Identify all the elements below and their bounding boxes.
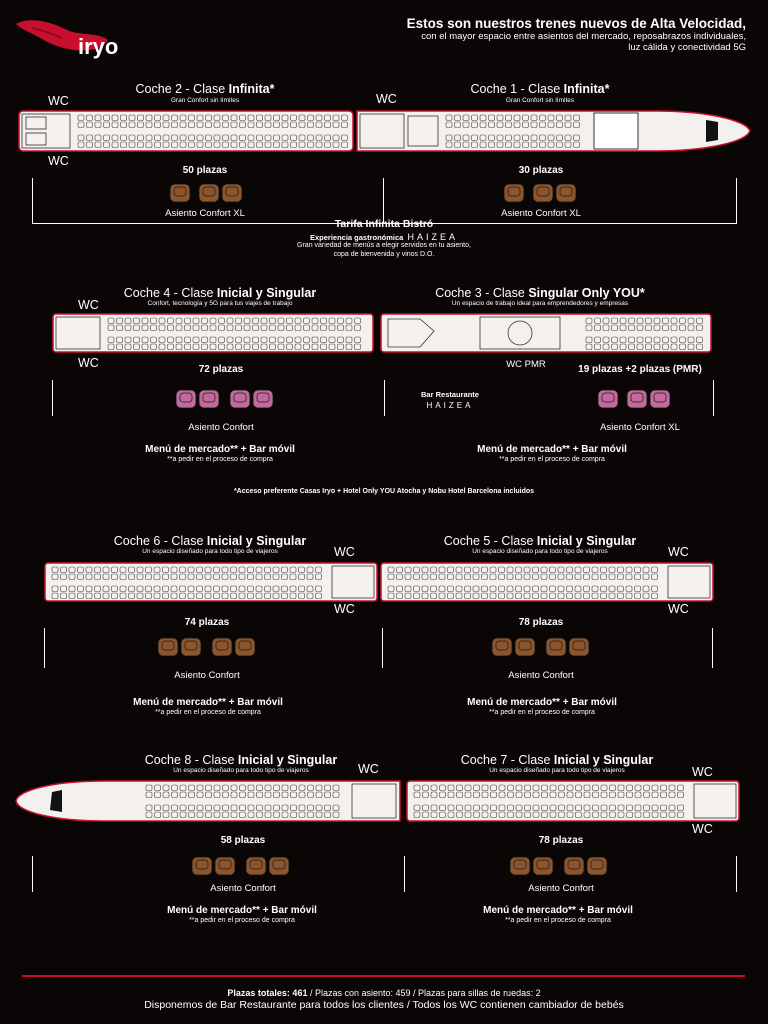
bistro-experience: Experiencia gastronómica HAIZEA bbox=[309, 232, 459, 242]
header-title: Estos son nuestros trenes nuevos de Alta Velocidad, bbox=[406, 16, 746, 31]
armchair-icon bbox=[546, 638, 566, 656]
iryo-logo bbox=[12, 14, 119, 64]
wc-label: WC bbox=[358, 762, 379, 776]
car-6-title: Coche 6 - Clase Inicial y Singular bbox=[113, 534, 307, 548]
header-line2: luz cálida y conectividad 5G bbox=[628, 42, 746, 53]
armchair-icon bbox=[504, 184, 524, 202]
armchair-icon bbox=[587, 857, 607, 875]
divider bbox=[713, 380, 714, 416]
armchair-icon bbox=[176, 390, 196, 408]
car-1-title: Coche 1 - Clase Infinita* bbox=[470, 82, 610, 96]
car-3-menu: Menú de mercado** + Bar móvil bbox=[477, 444, 627, 455]
armchair-icon bbox=[222, 184, 242, 202]
car-2-seat-type: Asiento Confort XL bbox=[165, 208, 245, 219]
car-1-diagram bbox=[356, 108, 752, 159]
armchair-icon bbox=[492, 638, 512, 656]
armchair-icon bbox=[598, 390, 618, 408]
bar-restaurante-label: Bar Restaurante bbox=[421, 390, 479, 399]
car-4-subtitle: Confort, tecnología y 5G para tus viajes de trabajo bbox=[147, 300, 293, 307]
wc-label: WC bbox=[692, 822, 713, 836]
wc-label: WC bbox=[48, 154, 69, 168]
divider bbox=[712, 628, 713, 668]
wc-label: WC bbox=[48, 94, 69, 108]
car-8-plazas: 58 plazas bbox=[220, 835, 266, 846]
armchair-icon bbox=[564, 857, 584, 875]
car-6-menu-note: **a pedir en el proceso de compra bbox=[155, 709, 261, 716]
armchair-icon bbox=[533, 184, 553, 202]
car-4-menu: Menú de mercado** + Bar móvil bbox=[145, 444, 295, 455]
seat-icons bbox=[174, 388, 274, 415]
divider bbox=[404, 856, 405, 892]
seat-icons bbox=[190, 855, 296, 882]
armchair-icon bbox=[556, 184, 576, 202]
wc-label: WC bbox=[78, 298, 99, 312]
header-line1: con el mayor espacio entre asientos del mercado, reposabrazos individuales, bbox=[421, 31, 746, 42]
wc-pmr-label: WC PMR bbox=[506, 359, 546, 370]
car-6-diagram bbox=[44, 560, 380, 609]
car-3-menu-note: **a pedir en el proceso de compra bbox=[499, 456, 605, 463]
car-5-menu: Menú de mercado** + Bar móvil bbox=[467, 697, 617, 708]
car-3-subtitle: Un espacio de trabajo ideal para emprendedores y empresas bbox=[451, 300, 629, 307]
car-8-seat-type: Asiento Confort bbox=[210, 883, 276, 894]
car-3-title: Coche 3 - Clase Singular Only YOU* bbox=[435, 286, 645, 300]
armchair-icon bbox=[246, 857, 266, 875]
seat-icons bbox=[508, 855, 614, 882]
car-2-diagram bbox=[18, 108, 356, 159]
car-5-menu-note: **a pedir en el proceso de compra bbox=[489, 709, 595, 716]
car-1-subtitle: Gran Confort sin límites bbox=[505, 97, 575, 104]
car-5-diagram bbox=[380, 560, 716, 609]
car-7-title: Coche 7 - Clase Inicial y Singular bbox=[460, 753, 654, 767]
wc-label: WC bbox=[334, 602, 355, 616]
armchair-icon bbox=[192, 857, 212, 875]
footer-totals: Plazas totales: 461 / Plazas con asiento: 459 / Plazas para sillas de ruedas: 2 bbox=[227, 988, 541, 998]
armchair-icon bbox=[650, 390, 670, 408]
car-5-title: Coche 5 - Clase Inicial y Singular bbox=[443, 534, 637, 548]
footer-divider bbox=[22, 975, 745, 977]
car-7-menu: Menú de mercado** + Bar móvil bbox=[483, 905, 633, 916]
car-2-plazas: 50 plazas bbox=[182, 165, 228, 176]
armchair-icon bbox=[199, 184, 219, 202]
armchair-icon bbox=[510, 857, 530, 875]
car-6-menu: Menú de mercado** + Bar móvil bbox=[133, 697, 283, 708]
armchair-icon bbox=[235, 638, 255, 656]
car-8-title: Coche 8 - Clase Inicial y Singular bbox=[144, 753, 338, 767]
car-8-menu-note: **a pedir en el proceso de compra bbox=[189, 917, 295, 924]
car-4-seat-type: Asiento Confort bbox=[188, 422, 254, 433]
preferente-note: *Acceso preferente Casas Iryo + Hotel Only YOU Atocha y Nobu Hotel Barcelona incluidos bbox=[233, 488, 535, 495]
armchair-icon bbox=[515, 638, 535, 656]
car-3-plazas: 19 plazas +2 plazas (PMR) bbox=[578, 364, 702, 375]
armchair-icon bbox=[215, 857, 235, 875]
car-8-diagram bbox=[14, 778, 404, 829]
armchair-icon bbox=[533, 857, 553, 875]
car-6-subtitle: Un espacio diseñado para todo tipo de viajeros bbox=[142, 548, 278, 555]
seat-icons bbox=[168, 182, 248, 209]
haizea-brand: HAIZEA bbox=[407, 232, 459, 242]
car-5-seat-type: Asiento Confort bbox=[508, 670, 574, 681]
car-7-subtitle: Un espacio diseñado para todo tipo de viajeros bbox=[489, 767, 625, 774]
bistro-line1: Gran variedad de menús a elegir servidos en tu asiento, bbox=[297, 242, 471, 249]
wc-label: WC bbox=[376, 92, 397, 106]
divider bbox=[32, 856, 33, 892]
divider bbox=[384, 380, 385, 416]
bistro-title: Tarifa Infinita Bistró bbox=[334, 218, 434, 230]
armchair-icon bbox=[158, 638, 178, 656]
seat-icons bbox=[490, 636, 596, 663]
armchair-icon bbox=[170, 184, 190, 202]
car-3-diagram bbox=[380, 311, 714, 360]
car-6-seat-type: Asiento Confort bbox=[174, 670, 240, 681]
header bbox=[407, 16, 746, 53]
bistro-block bbox=[0, 218, 768, 259]
car-4-plazas: 72 plazas bbox=[198, 364, 244, 375]
armchair-icon bbox=[253, 390, 273, 408]
divider bbox=[382, 628, 383, 668]
bistro-line2: copa de bienvenida y vinos D.O. bbox=[333, 250, 435, 258]
seat-icons bbox=[502, 182, 582, 209]
car-7-seat-type: Asiento Confort bbox=[528, 883, 594, 894]
car-6-plazas: 74 plazas bbox=[184, 617, 230, 628]
wc-label: WC bbox=[668, 602, 689, 616]
car-8-subtitle: Un espacio diseñado para todo tipo de viajeros bbox=[173, 767, 309, 774]
armchair-icon bbox=[199, 390, 219, 408]
car-2-subtitle: Gran Confort sin límites bbox=[170, 97, 240, 104]
divider bbox=[44, 628, 45, 668]
seat-icons bbox=[596, 388, 696, 415]
armchair-icon bbox=[212, 638, 232, 656]
wc-label: WC bbox=[334, 545, 355, 559]
armchair-icon bbox=[230, 390, 250, 408]
car-3-seat-type: Asiento Confort XL bbox=[600, 422, 680, 433]
car-1-plazas: 30 plazas bbox=[518, 165, 564, 176]
car-4-title: Coche 4 - Clase Inicial y Singular bbox=[123, 286, 317, 300]
divider bbox=[736, 856, 737, 892]
car-5-subtitle: Un espacio diseñado para todo tipo de viajeros bbox=[472, 548, 608, 555]
wc-label: WC bbox=[692, 765, 713, 779]
car-1-seat-type: Asiento Confort XL bbox=[501, 208, 581, 219]
armchair-icon bbox=[569, 638, 589, 656]
divider bbox=[52, 380, 53, 416]
logo-text: iryo bbox=[78, 34, 119, 59]
car-7-plazas: 78 plazas bbox=[538, 835, 584, 846]
footer-services: Disponemos de Bar Restaurante para todos los clientes / Todos los WC contienen cambiador de bebés bbox=[144, 999, 624, 1011]
car-7-menu-note: **a pedir en el proceso de compra bbox=[505, 917, 611, 924]
wc-label: WC bbox=[668, 545, 689, 559]
wc-label: WC bbox=[78, 356, 99, 370]
car-4-menu-note: **a pedir en el proceso de compra bbox=[167, 456, 273, 463]
car-2-title: Coche 2 - Clase Infinita* bbox=[135, 82, 275, 96]
haizea-brand: HAIZEA bbox=[426, 401, 474, 410]
car-5-plazas: 78 plazas bbox=[518, 617, 564, 628]
seat-icons bbox=[156, 636, 262, 663]
car-8-menu: Menú de mercado** + Bar móvil bbox=[167, 905, 317, 916]
armchair-icon bbox=[181, 638, 201, 656]
armchair-icon bbox=[269, 857, 289, 875]
car-4-diagram bbox=[52, 311, 376, 360]
car-7-diagram bbox=[406, 778, 742, 829]
armchair-icon bbox=[627, 390, 647, 408]
